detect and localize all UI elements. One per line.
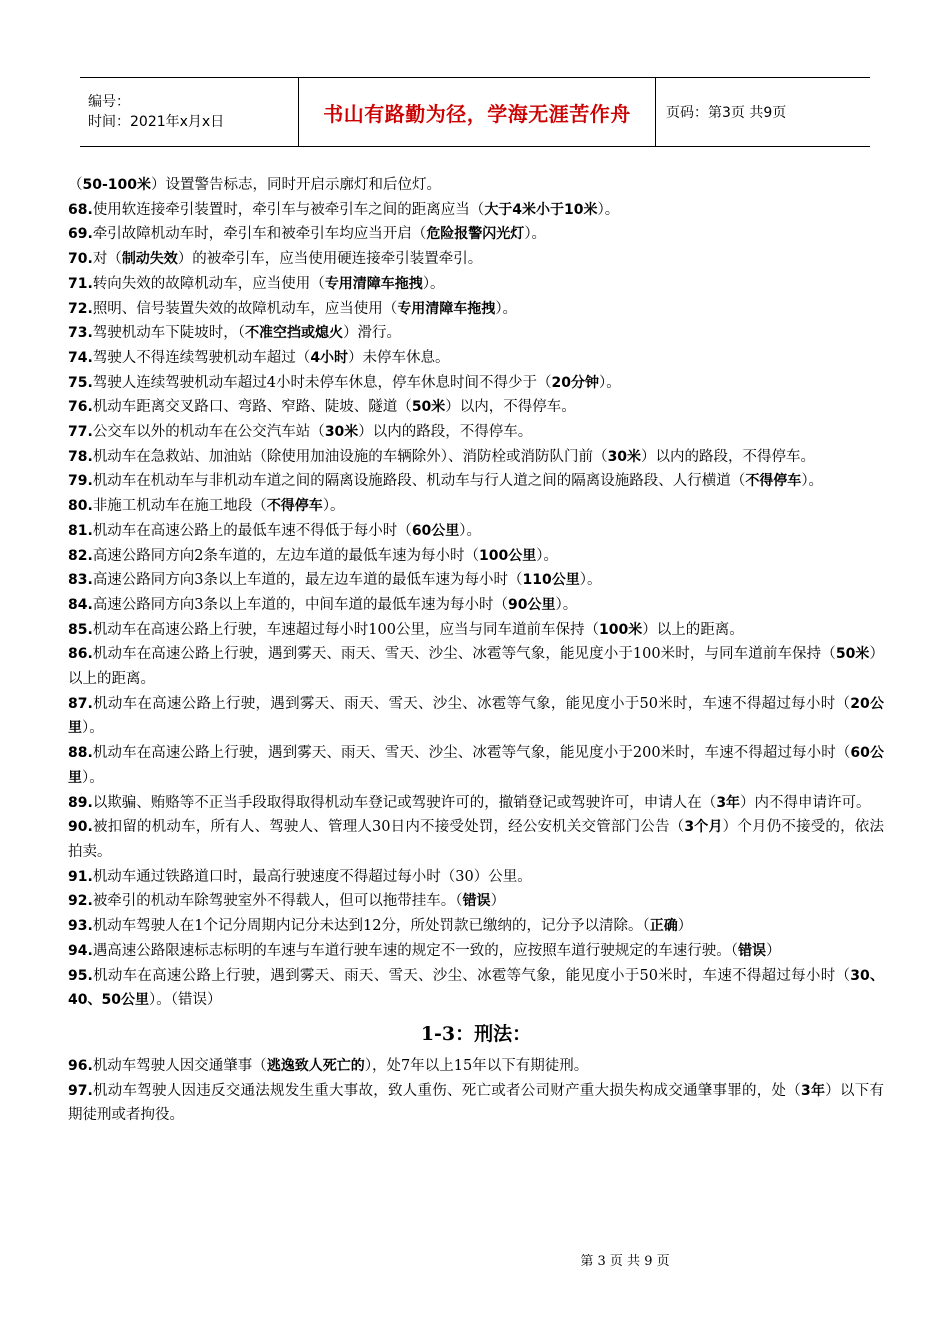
question-text: 机动车在高速公路上的最低车速不得低于每小时（ [92, 522, 412, 539]
question-answer: 逃逸致人死亡的 [266, 1057, 365, 1074]
question-number: 91. [68, 868, 93, 885]
question-number: 96. [68, 1057, 93, 1074]
question-text: 机动车在高速公路上行驶，遇到雾天、雨天、雪天、沙尘、冰雹等气象，能见度小于50米时，车速不得超过每小时（ [92, 695, 851, 712]
question-number: 72. [68, 300, 93, 317]
question-item [68, 593, 884, 618]
question-text: 非施工机动车在施工地段（ [92, 498, 267, 515]
question-text: 机动车在高速公路上行驶，遇到雾天、雨天、雪天、沙尘、冰雹等气象，能见度小于50米时，车速不得超过每小时（ [92, 967, 851, 984]
page-footer: 第 3 页 共 9 页 [580, 1254, 670, 1269]
question-item [68, 914, 884, 939]
question-text-end: ）以内，不得停车。 [445, 399, 576, 416]
header-page-info: 页码：第3页 共9页 [666, 105, 787, 121]
question-number: 76. [68, 399, 93, 416]
question-number: 86. [68, 646, 93, 663]
question-text-end: ）以上的距离。 [68, 646, 885, 688]
question-text: 机动车在高速公路上行驶，车速超过每小时100公里，应当与同车道前车保持（ [92, 621, 599, 638]
question-list-criminal-law [68, 1054, 884, 1128]
question-item [68, 791, 884, 816]
question-number: 78. [68, 448, 93, 465]
question-number: 68. [68, 201, 93, 218]
question-answer: 危险报警闪光灯 [426, 226, 525, 243]
question-item [68, 247, 884, 272]
question-text: 高速公路同方向3条以上车道的，中间车道的最低车速为每小时（ [92, 596, 509, 613]
question-item [68, 469, 884, 494]
question-text-end: ）。 [322, 498, 345, 515]
question-item [68, 173, 884, 198]
question-text-end: ）未停车休息。 [348, 349, 450, 366]
question-number: 94. [68, 942, 93, 959]
question-answer: 制动失效 [121, 251, 178, 268]
document-date: 时间：2021年x月x日 [88, 114, 225, 130]
question-text: （ [68, 177, 83, 193]
question-item [68, 815, 884, 864]
question-item [68, 272, 884, 297]
question-text-end: ）以上的距离。 [642, 621, 744, 638]
question-number: 77. [68, 424, 93, 441]
question-item [68, 371, 884, 396]
document-number: 编号： [88, 94, 130, 110]
question-text: 驾驶机动车下陡坡时，（ [92, 325, 246, 342]
question-text-end: ）。（错误） [148, 992, 222, 1009]
question-text: 高速公路同方向3条以上车道的，最左边车道的最低车速为每小时（ [92, 572, 523, 589]
question-text-end: ）以内的路段，不得停车。 [641, 448, 816, 465]
question-text: 公交车以外的机动车在公交汽车站（ [92, 424, 325, 441]
question-text-end: ）。 [555, 596, 578, 613]
question-list [68, 173, 884, 1013]
question-number: 74. [68, 349, 93, 366]
question-item [68, 964, 884, 1013]
question-number: 88. [68, 745, 93, 762]
question-number: 93. [68, 918, 93, 935]
question-text-end: ）。 [495, 300, 518, 317]
question-number: 82. [68, 547, 93, 564]
question-item [68, 568, 884, 593]
page-header [80, 77, 870, 147]
question-answer: 30米 [324, 424, 359, 441]
question-text-end: ）的被牵引车，应当使用硬连接牵引装置牵引。 [177, 251, 483, 268]
question-number: 95. [68, 967, 93, 984]
question-answer: 50-100米 [82, 177, 152, 193]
question-item [68, 346, 884, 371]
question-text: 遇高速公路限速标志标明的车速与车道行驶车速的规定不一致的，应按照车道行驶规定的车速行驶。（ [92, 942, 739, 959]
question-text-end: ）。 [459, 522, 482, 539]
question-answer: 100米 [599, 621, 643, 638]
question-text-end: ）。 [82, 720, 104, 737]
question-text: 驾驶人不得连续驾驶机动车超过（ [92, 349, 311, 366]
question-answer: 3个月 [684, 819, 723, 836]
header-motto: 书山有路勤为径，学海无涯苦作舟 [298, 78, 656, 146]
question-text: 转向失效的故障机动车，应当使用（ [92, 275, 325, 292]
question-text-end: ）。 [579, 572, 602, 589]
question-item [68, 1079, 884, 1128]
question-text-end: ） [490, 893, 506, 910]
question-number: 81. [68, 522, 93, 539]
question-item [68, 692, 884, 741]
question-text-end: ）。 [524, 226, 547, 243]
question-text: 照明、信号装置失效的故障机动车，应当使用（ [92, 300, 398, 317]
question-answer: 60公里 [411, 522, 460, 539]
question-text-end: ）个月仍不接受的，依法拍卖。 [68, 819, 884, 860]
question-item [68, 865, 884, 890]
question-text: 以欺骗、贿赂等不正当手段取得取得机动车登记或驾驶许可的，撤销登记或驾驶许可，申请人在（ [92, 794, 717, 811]
question-number: 70. [68, 251, 93, 268]
question-text-end: ）内不得申请许可。 [740, 794, 871, 811]
question-number: 79. [68, 473, 93, 490]
question-answer: 不准空挡或熄火 [245, 325, 344, 342]
question-text-end: ）。 [536, 547, 559, 564]
question-answer: 专用清障车拖拽 [324, 275, 423, 292]
question-item [68, 494, 884, 519]
question-item [68, 939, 884, 964]
question-answer: 50米 [411, 399, 446, 416]
question-answer: 100公里 [479, 547, 537, 564]
question-text: 高速公路同方向2条车道的，左边车道的最低车速为每小时（ [92, 547, 480, 564]
document-body [68, 173, 884, 1128]
question-answer: 90公里 [508, 596, 556, 613]
question-number: 90. [68, 819, 93, 836]
question-item [68, 1054, 884, 1079]
question-item [68, 297, 884, 322]
question-number: 84. [68, 596, 93, 613]
question-answer: 20公里 [68, 695, 885, 737]
question-item [68, 889, 884, 914]
question-answer: 20分钟 [551, 374, 600, 391]
question-answer: 大于4米小于10米 [484, 201, 598, 218]
question-item [68, 395, 884, 420]
question-text: 驾驶人连续驾驶机动车超过4小时未停车休息，停车休息时间不得少于（ [92, 374, 552, 391]
question-item [68, 519, 884, 544]
question-text-end: ）。 [599, 374, 621, 391]
question-answer: 30米 [607, 448, 642, 465]
question-text: 机动车在急救站、加油站（除使用加油设施的车辆除外）、消防栓或消防队门前（ [92, 448, 608, 465]
question-number: 97. [68, 1082, 93, 1099]
question-number: 80. [68, 498, 93, 515]
question-text-end: ）以内的路段，不得停车。 [358, 424, 533, 441]
question-answer: 3年 [801, 1082, 826, 1099]
question-text-end: ）以下有期徒刑或者拘役。 [68, 1082, 885, 1124]
question-item [68, 222, 884, 247]
question-answer: 60公里 [68, 745, 884, 786]
question-number: 73. [68, 325, 93, 342]
question-text: 使用软连接牵引装置时，牵引车与被牵引车之间的距离应当（ [92, 201, 485, 218]
question-text-end: ），处7年以上15年以下有期徒刑。 [364, 1057, 589, 1074]
question-item [68, 642, 884, 691]
question-text: 牵引故障机动车时，牵引车和被牵引车均应当开启（ [92, 226, 427, 243]
question-item [68, 198, 884, 223]
question-answer: 正确 [649, 918, 678, 935]
question-item [68, 321, 884, 346]
question-text-end: ） [766, 942, 781, 959]
question-answer: 专用清障车拖拽 [397, 300, 496, 317]
question-number: 87. [68, 695, 93, 712]
question-number: 85. [68, 621, 93, 638]
question-text: 机动车在高速公路上行驶，遇到雾天、雨天、雪天、沙尘、冰雹等气象，能见度小于200米时，车速不得超过每小时（ [92, 745, 851, 762]
question-text-end: ）。 [422, 275, 445, 292]
question-number: 69. [68, 226, 93, 243]
question-text: 机动车驾驶人因交通肇事（ [92, 1057, 267, 1074]
question-text-end: ）。 [801, 473, 824, 490]
header-meta [80, 78, 298, 146]
question-answer: 3年 [716, 794, 741, 811]
question-text: 机动车在高速公路上行驶，遇到雾天、雨天、雪天、沙尘、冰雹等气象，能见度小于100米时，与同车道前车保持（ [92, 646, 836, 663]
question-text: 机动车在机动车与非机动车道之间的隔离设施路段、机动车与行人道之间的隔离设施路段、人行横道（ [92, 473, 746, 490]
question-answer: 不得停车 [266, 498, 323, 515]
question-text: 对（ [92, 251, 122, 268]
question-answer: 错误 [462, 893, 491, 910]
question-item [68, 618, 884, 643]
question-text-end: ）。 [82, 769, 104, 786]
question-answer: 50米 [835, 646, 870, 663]
section-title: 1-3：刑法： [420, 1022, 532, 1045]
question-answer: 30、40、50公里 [68, 967, 885, 1009]
question-number: 75. [68, 374, 93, 391]
question-text: 被扣留的机动车，所有人、驾驶人、管理人30日内不接受处罚，经公安机关交管部门公告（ [92, 819, 685, 836]
question-text-end: ） [677, 918, 693, 935]
question-answer: 错误 [738, 942, 767, 959]
question-text: 机动车通过铁路道口时，最高行驶速度不得超过每小时（30）公里。 [92, 868, 532, 885]
question-text: 机动车驾驶人在1个记分周期内记分未达到12分，所处罚款已缴纳的，记分予以清除。（ [92, 918, 650, 935]
question-item [68, 420, 884, 445]
question-text-end: ）。 [597, 201, 620, 218]
question-text-end: ）滑行。 [343, 325, 402, 342]
question-text-end: ）设置警告标志，同时开启示廓灯和后位灯。 [151, 177, 442, 193]
question-item [68, 741, 884, 790]
question-text: 被牵引的机动车除驾驶室外不得载人，但可以拖带挂车。（ [92, 893, 463, 910]
question-answer: 4小时 [310, 349, 349, 366]
question-item [68, 445, 884, 470]
question-answer: 110公里 [522, 572, 580, 589]
question-text: 机动车距离交叉路口、弯路、窄路、陡坡、隧道（ [92, 399, 412, 416]
question-answer: 不得停车 [745, 473, 802, 490]
question-number: 71. [68, 275, 93, 292]
question-text: 机动车驾驶人因违反交通法规发生重大事故，致人重伤、死亡或者公司财产重大损失构成交通肇事罪的，处（ [92, 1082, 802, 1099]
question-number: 92. [68, 893, 93, 910]
question-number: 83. [68, 572, 93, 589]
question-item [68, 544, 884, 569]
question-number: 89. [68, 794, 93, 811]
